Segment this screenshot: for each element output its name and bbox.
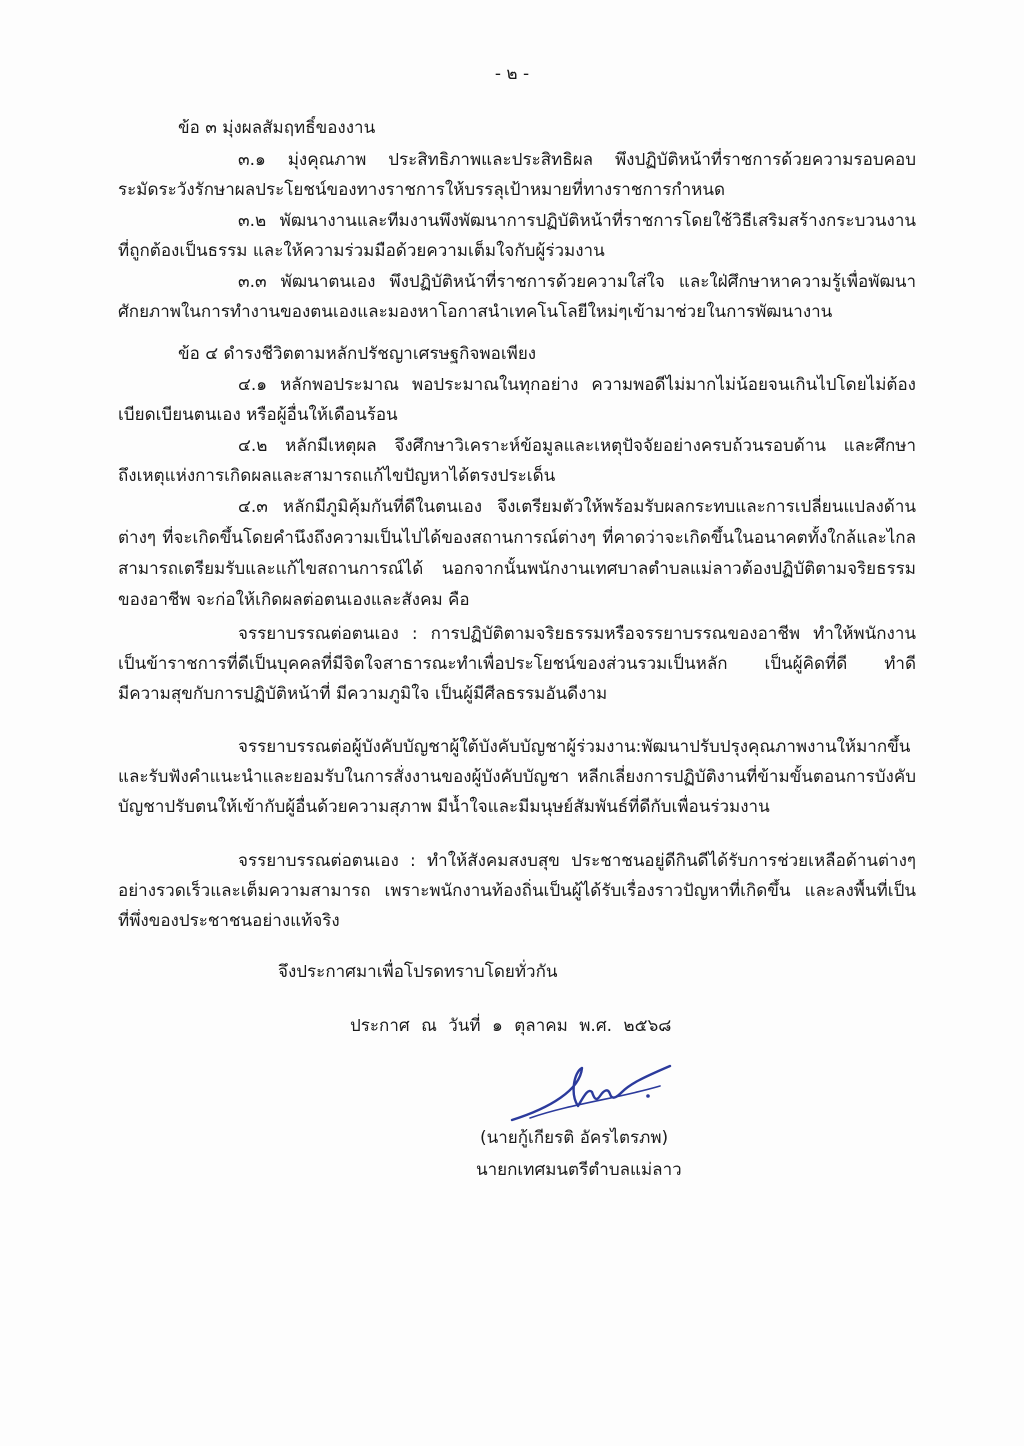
ethics-society-line-1: จรรยาบรรณต่อตนเอง : ทำให้สังคมสงบสุข ประชาชนอยู่ดีกินดีได้รับการช่วยเหลือด้านต่างๆ (238, 851, 916, 871)
ethics-self-line-3: มีความสุขกับการปฏิบัติหน้าที่ มีความภูมิใจ เป็นผู้มีศีลธรรมอันดีงาม (118, 684, 608, 704)
paragraph-3-1-line-1: ๓.๑ มุ่งคุณภาพ ประสิทธิภาพและประสิทธิผล พึงปฏิบัติหน้าที่ราชการด้วยความรอบคอบ (238, 150, 916, 170)
ethics-society-line-2: อย่างรวดเร็วและเต็มความสามารถ เพราะพนักงานท้องถิ่นเป็นผู้ได้รับเรื่องราวปัญหาที่เกิดขึ้น และลงพื้นที่เป็น (118, 881, 916, 901)
paragraph-3-1-line-2: ระมัดระวังรักษาผลประโยชน์ของทางราชการให้บรรลุเป้าหมายที่ทางราชการกำหนด (118, 180, 726, 200)
ethics-supervisor-line-2: และรับฟังคำแนะนำและยอมรับในการสั่งงานของผู้บังคับบัญชา หลีกเลี่ยงการปฏิบัติงานที่ข้ามขั้นตอนการบังคับ (118, 767, 916, 787)
paragraph-3-3-line-1: ๓.๓ พัฒนาตนเอง พึงปฏิบัติหน้าที่ราชการด้วยความใส่ใจ และใฝ่ศึกษาหาความรู้เพื่อพัฒนา (238, 272, 916, 292)
ethics-society-line-3: ที่พึ่งของประชาชนอย่างแท้จริง (118, 911, 340, 931)
page-number: - ๒ - (494, 64, 530, 84)
signer-position: นายกเทศมนตรีตำบลแม่ลาว (476, 1160, 682, 1180)
paragraph-4-3-line-2: ต่างๆ ที่จะเกิดขึ้นโดยคำนึงถึงความเป็นไปได้ของสถานการณ์ต่างๆ ที่คาดว่าจะเกิดขึ้นในอนาคตทั้งใกล้และไกล (118, 528, 916, 548)
ethics-self-line-1: จรรยาบรรณต่อตนเอง : การปฏิบัติตามจริยธรรมหรือจรรยาบรรณของอาชีพ ทำให้พนักงาน (238, 624, 916, 644)
section-4-heading: ข้อ ๔ ดำรงชีวิตตามหลักปรัชญาเศรษฐกิจพอเพียง (178, 344, 537, 364)
paragraph-4-3-line-4: ของอาชีพ จะก่อให้เกิดผลต่อตนเองและสังคม คือ (118, 590, 470, 610)
ethics-self-line-2: เป็นข้าราชการที่ดีเป็นบุคคลที่มีจิตใจสาธารณะทำเพื่อประโยชน์ของส่วนรวมเป็นหลัก เป็นผู้คิดที่ดี ทำดี (118, 654, 916, 674)
paragraph-4-3-line-1: ๔.๓ หลักมีภูมิคุ้มกันที่ดีในตนเอง จึงเตรียมตัวให้พร้อมรับผลกระทบและการเปลี่ยนแปลงด้าน (238, 497, 916, 517)
paragraph-3-2-line-2: ที่ถูกต้องเป็นธรรม และให้ความร่วมมือด้วยความเต็มใจกับผู้ร่วมงาน (118, 241, 605, 261)
paragraph-4-3-line-3: สามารถเตรียมรับและแก้ไขสถานการณ์ได้ นอกจากนั้นพนักงานเทศบาลตำบลแม่ลาวต้องปฏิบัติตามจริยธรรม (118, 559, 916, 579)
section-3-heading: ข้อ ๓ มุ่งผลสัมฤทธิ์ของงาน (178, 118, 376, 138)
paragraph-3-3-line-2: ศักยภาพในการทำงานของตนเองและมองหาโอกาสนำเทคโนโลยีใหม่ๆเข้ามาช่วยในการพัฒนางาน (118, 302, 833, 322)
paragraph-4-2-line-2: ถึงเหตุแห่งการเกิดผลและสามารถแก้ไขปัญหาได้ตรงประเด็น (118, 466, 556, 486)
paragraph-4-2-line-1: ๔.๒ หลักมีเหตุผล จึงศึกษาวิเคราะห์ข้อมูลและเหตุปัจจัยอย่างครบถ้วนรอบด้าน และศึกษา (238, 436, 916, 456)
paragraph-4-1-line-2: เบียดเบียนตนเอง หรือผู้อื่นให้เดือนร้อน (118, 405, 398, 425)
paragraph-4-1-line-1: ๔.๑ หลักพอประมาณ พอประมาณในทุกอย่าง ความพอดีไม่มากไม่น้อยจนเกินไปโดยไม่ต้อง (238, 375, 916, 395)
signer-name: (นายกู้เกียรติ อัครไตรภพ) (480, 1128, 669, 1148)
ethics-supervisor-line-3: บัญชาปรับตนให้เข้ากับผู้อื่นด้วยความสุภาพ มีน้ำใจและมีมนุษย์สัมพันธ์ที่ดีกับเพื่อนร่วมงาน (118, 797, 770, 817)
announcement-line: จึงประกาศมาเพื่อโปรดทราบโดยทั่วกัน (278, 962, 558, 982)
announcement-date: ประกาศ ณ วันที่ ๑ ตุลาคม พ.ศ. ๒๕๖๘ (350, 1016, 672, 1036)
paragraph-3-2-line-1: ๓.๒ พัฒนางานและทีมงานพึงพัฒนาการปฏิบัติหน้าที่ราชการโดยใช้วิธีเสริมสร้างกระบวนงาน (238, 211, 916, 231)
ethics-supervisor-line-1: จรรยาบรรณต่อผู้บังคับบัญชาผู้ใต้บังคับบัญชาผู้ร่วมงาน:พัฒนาปรับปรุงคุณภาพงานให้มากขึ้น (238, 737, 911, 757)
